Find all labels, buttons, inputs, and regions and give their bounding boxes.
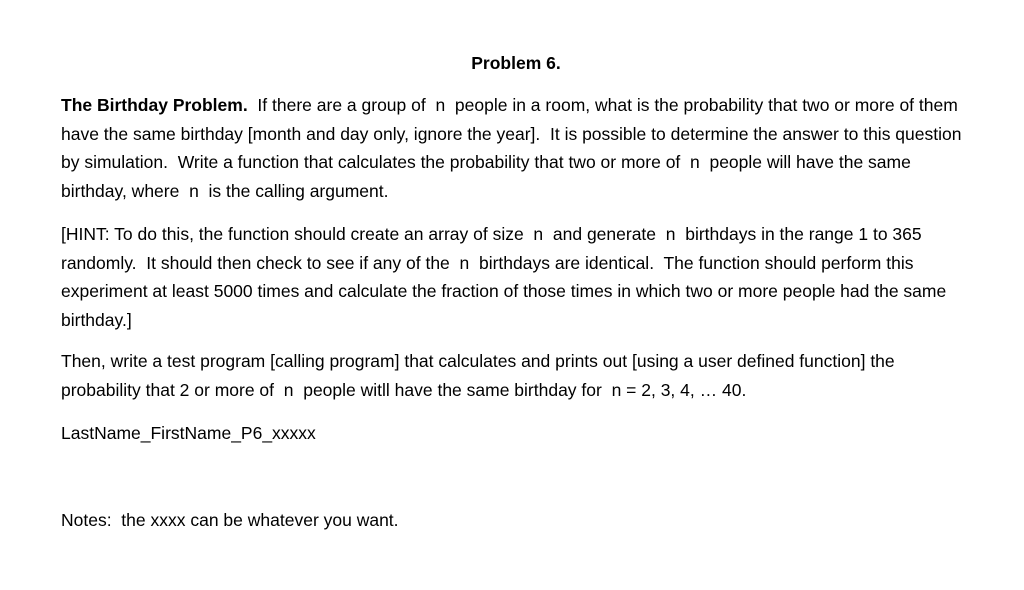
problem-description <box>61 91 971 205</box>
filename-line: LastName_FirstName_P6_xxxxx <box>61 423 316 443</box>
notes-line: Notes: the xxxx can be whatever you want. <box>61 510 399 530</box>
test-program-paragraph: Then, write a test program [calling program] that calculates and prints out [using a user defined function] the probability that 2 or more of n people witll have the same birthday for n = 2, 3, 4, … 40. <box>61 351 900 400</box>
problem-title: Problem 6. <box>471 53 561 73</box>
hint-paragraph: [HINT: To do this, the function should create an array of size n and generate n birthdays in the range 1 to 365 randomly. It should then check to see if any of the n birthdays are identical. The function should perform this experiment at least 5000 times and calculate the fraction of those times in which two or more people had the same birthday.] <box>61 224 952 330</box>
problem-name: The Birthday Problem. <box>61 95 248 115</box>
problem-description-text: If there are a group of n people in a room, what is the probability that two or more of them have the same birthday [month and day only, ignore the year]. It is possible to determine the answer to this question by simulation. Write a function that calculates the probability that two or more of n people will have the same birthday, where n is the calling argument. <box>61 95 967 201</box>
